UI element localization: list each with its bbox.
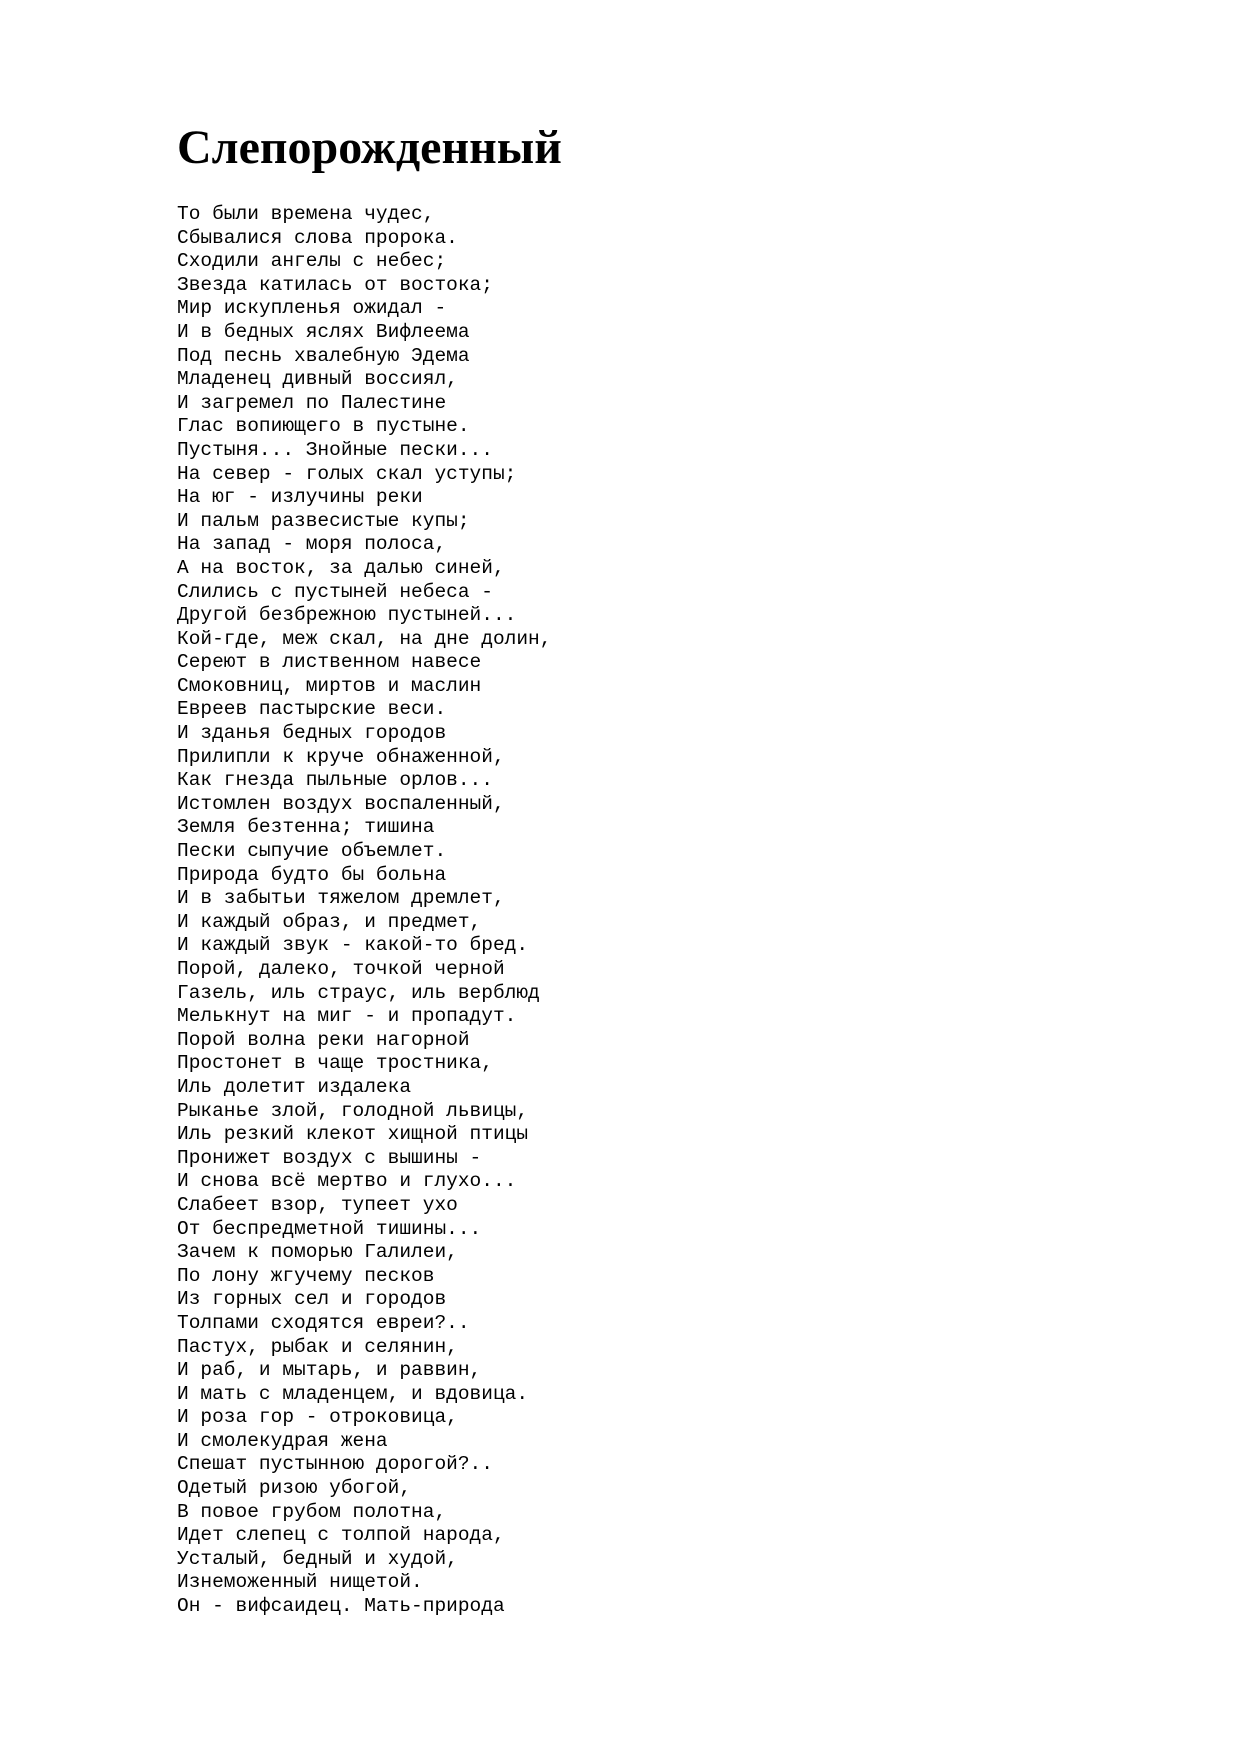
poem-line: Зачем к поморью Галилеи,: [177, 1241, 458, 1264]
poem-line: Евреев пастырские веси.: [177, 698, 447, 721]
poem-line: Земля безтенна; тишина: [177, 816, 435, 839]
poem-line: Глас вопиющего в пустыне.: [177, 415, 470, 438]
poem-line: Порой, далеко, точкой черной: [177, 958, 505, 980]
poem-line: И в забытьи тяжелом дремлет,: [177, 887, 505, 910]
poem-line: Из горных сел и городов: [177, 1288, 447, 1311]
poem-line: Звезда катилась от востока;: [177, 273, 493, 296]
poem-line: Изнеможенный нищетой.: [177, 1571, 423, 1594]
poem-line: И зданья бедных городов: [177, 722, 447, 745]
poem-line: Усталый, бедный и худой,: [177, 1547, 458, 1570]
poem-line: И смолекудрая жена: [177, 1429, 388, 1452]
poem-line: На юг - излучины реки: [177, 486, 423, 509]
poem-line: Сходили ангелы с небес;: [177, 250, 447, 273]
poem-line: Порой волна реки нагорной: [177, 1028, 470, 1051]
poem-line: Одетый ризою убогой,: [177, 1477, 412, 1500]
poem-line: На север - голых скал уступы;: [177, 462, 517, 485]
poem-line: Как гнезда пыльные орлов...: [177, 769, 493, 792]
poem-line: Мир искупленья ожидал -: [177, 297, 447, 320]
poem-line: И роза гор - отроковица,: [177, 1406, 458, 1429]
poem-line: Смоковниц, миртов и маслин: [177, 674, 482, 697]
poem-line: Простонет в чаще тростника,: [177, 1052, 493, 1075]
poem-line: По лону жгучему песков: [177, 1264, 435, 1287]
poem-line: Мелькнут на миг - и пропадут.: [177, 1005, 517, 1028]
poem-line: На запад - моря полоса,: [177, 533, 447, 556]
poem-line: И загремел по Палестине: [177, 391, 447, 414]
poem-line: И снова всё мертво и глухо...: [177, 1170, 517, 1193]
poem-line: Спешат пустынною дорогой?..: [177, 1453, 493, 1476]
poem-line: Рыканье злой, голодной львицы,: [177, 1099, 529, 1122]
poem-line: И мать с младенцем, и вдовица.: [177, 1382, 529, 1405]
poem-line: И каждый звук - какой-то бред.: [177, 934, 529, 957]
poem-line: И в бедных яслях Вифлеема: [177, 320, 470, 343]
poem-line: Толпами сходятся евреи?..: [177, 1311, 470, 1334]
poem-line: Прилипли к круче обнаженной,: [177, 745, 505, 768]
poem-line: Слабеет взор, тупеет ухо: [177, 1193, 458, 1216]
poem-line: Он - вифсаидец. Мать-природа: [177, 1595, 505, 1618]
poem-line: В повое грубом полотна,: [177, 1500, 447, 1523]
poem-line: Пронижет воздух с вышины -: [177, 1146, 482, 1169]
poem-line: А на восток, за далью синей,: [177, 556, 505, 579]
poem-line: Иль долетит издалека: [177, 1075, 412, 1098]
poem-line: Пастух, рыбак и селянин,: [177, 1335, 458, 1358]
poem-line: Младенец дивный воссиял,: [177, 368, 458, 391]
poem-line: Идет слепец с толпой народа,: [177, 1524, 505, 1547]
poem-line: И каждый образ, и предмет,: [177, 910, 482, 933]
poem-line: И пальм развесистые купы;: [177, 509, 470, 532]
poem-line: Сбывалися слова пророка.: [177, 226, 458, 249]
poem-line: Сереют в лиственном навесе: [177, 651, 482, 674]
poem-line: Природа будто бы больна: [177, 863, 447, 886]
poem-line: Кой-где, меж скал, на дне долин,: [177, 627, 552, 650]
poem-line: Под песнь хвалебную Эдема: [177, 344, 470, 367]
poem-line: Истомлен воздух воспаленный,: [177, 792, 505, 815]
poem-line: Газель, иль страус, иль верблюд: [177, 981, 540, 1004]
poem-line: Слились с пустыней небеса -: [177, 580, 493, 603]
poem-line: Другой безбрежною пустыней...: [177, 604, 517, 627]
poem-body: [177, 203, 551, 1619]
poem-line: То были времена чудес,: [177, 203, 435, 225]
poem-line: Пустыня... Знойные пески...: [177, 438, 493, 461]
poem-line: И раб, и мытарь, и раввин,: [177, 1359, 482, 1382]
poem-line: Иль резкий клекот хищной птицы: [177, 1123, 529, 1146]
poem-line: От беспредметной тишины...: [177, 1217, 482, 1240]
poem-title: Слепорожденный: [177, 121, 562, 174]
poem-line: Пески сыпучие объемлет.: [177, 840, 447, 863]
